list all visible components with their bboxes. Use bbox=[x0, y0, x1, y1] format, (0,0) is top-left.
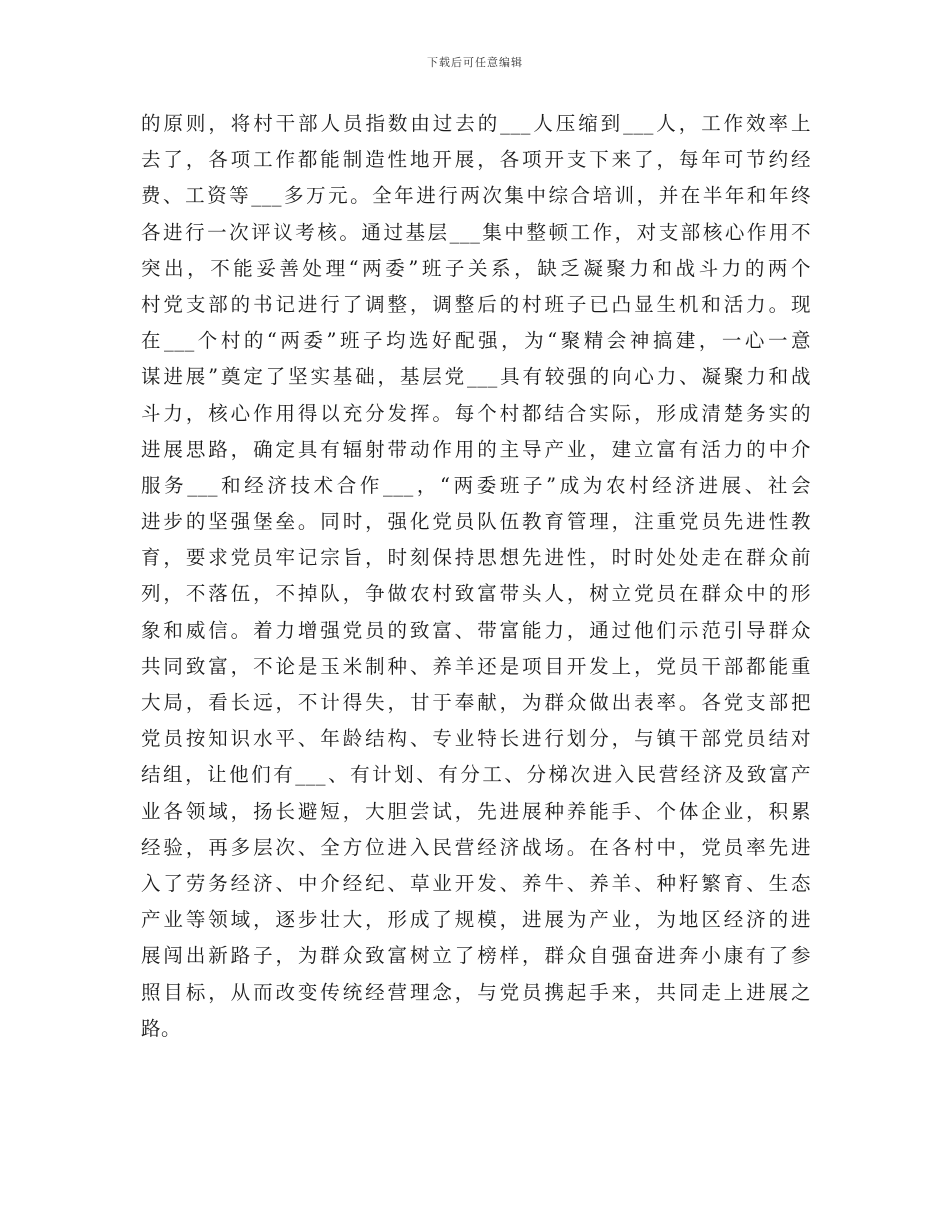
body-line: 服务___和经济技术合作___，“两委班子”成为农村经济进展、社会 bbox=[141, 473, 811, 497]
document-body bbox=[141, 106, 811, 1047]
body-line: 列，不落伍，不掉队，争做农村致富带头人，树立党员在群众中的形 bbox=[141, 582, 811, 606]
body-line: 各进行一次评议考核。通过基层___集中整顿工作，对支部核心作用不 bbox=[141, 220, 811, 244]
body-line: 的原则，将村干部人员指数由过去的___人压缩到___人，工作效率上 bbox=[141, 112, 811, 135]
body-line: 业各领域，扬长避短，大胆尝试，先进展种养能手、个体企业，积累 bbox=[141, 799, 811, 823]
body-line: 经验，再多层次、全方位进入民营经济战场。在各村中，党员率先进 bbox=[141, 835, 811, 859]
body-line: 突出，不能妥善处理“两委”班子关系，缺乏凝聚力和战斗力的两个 bbox=[141, 256, 811, 280]
body-line: 斗力，核心作用得以充分发挥。每个村都结合实际，形成清楚务实的 bbox=[141, 401, 811, 425]
body-line: 育，要求党员牢记宗旨，时刻保持思想先进性，时时处处走在群众前 bbox=[141, 546, 811, 570]
body-line: 进步的坚强堡垒。同时，强化党员队伍教育管理，注重党员先进性教 bbox=[141, 510, 811, 534]
body-line: 费、工资等___多万元。全年进行两次集中综合培训，并在半年和年终 bbox=[141, 184, 811, 208]
body-line: 路。 bbox=[141, 1016, 182, 1040]
body-line: 大局，看长远，不计得失，甘于奉献，为群众做出表率。各党支部把 bbox=[141, 691, 811, 714]
body-line: 在___个村的“两委”班子均选好配强，为“聚精会神搞建，一心一意 bbox=[141, 329, 811, 353]
body-line: 产业等领域，逐步壮大，形成了规模，进展为产业，为地区经济的进 bbox=[141, 908, 811, 932]
body-line: 照目标，从而改变传统经营理念，与党员携起手来，共同走上进展之 bbox=[141, 980, 811, 1004]
page-header: 下载后可任意编辑 bbox=[427, 56, 523, 69]
body-line: 入了劳务经济、中介经纪、草业开发、养牛、养羊、种籽繁育、生态 bbox=[141, 871, 811, 895]
body-line: 象和威信。着力增强党员的致富、带富能力，通过他们示范引导群众 bbox=[141, 618, 811, 642]
body-line: 去了，各项工作都能制造性地开展，各项开支下来了，每年可节约经 bbox=[141, 148, 811, 172]
body-line: 党员按知识水平、年龄结构、专业特长进行划分，与镇干部党员结对 bbox=[141, 727, 811, 751]
body-line: 展闯出新路子，为群众致富树立了榜样，群众自强奋进奔小康有了参 bbox=[141, 944, 811, 968]
body-line: 结组，让他们有___、有计划、有分工、分梯次进入民营经济及致富产 bbox=[141, 763, 811, 787]
body-line: 谋进展”奠定了坚实基础，基层党___具有较强的向心力、凝聚力和战 bbox=[141, 365, 811, 389]
body-line: 共同致富，不论是玉米制种、养羊还是项目开发上，党员干部都能重 bbox=[141, 654, 811, 678]
body-line: 进展思路，确定具有辐射带动作用的主导产业，建立富有活力的中介 bbox=[141, 437, 811, 461]
body-line: 村党支部的书记进行了调整，调整后的村班子已凸显生机和活力。现 bbox=[141, 292, 811, 316]
